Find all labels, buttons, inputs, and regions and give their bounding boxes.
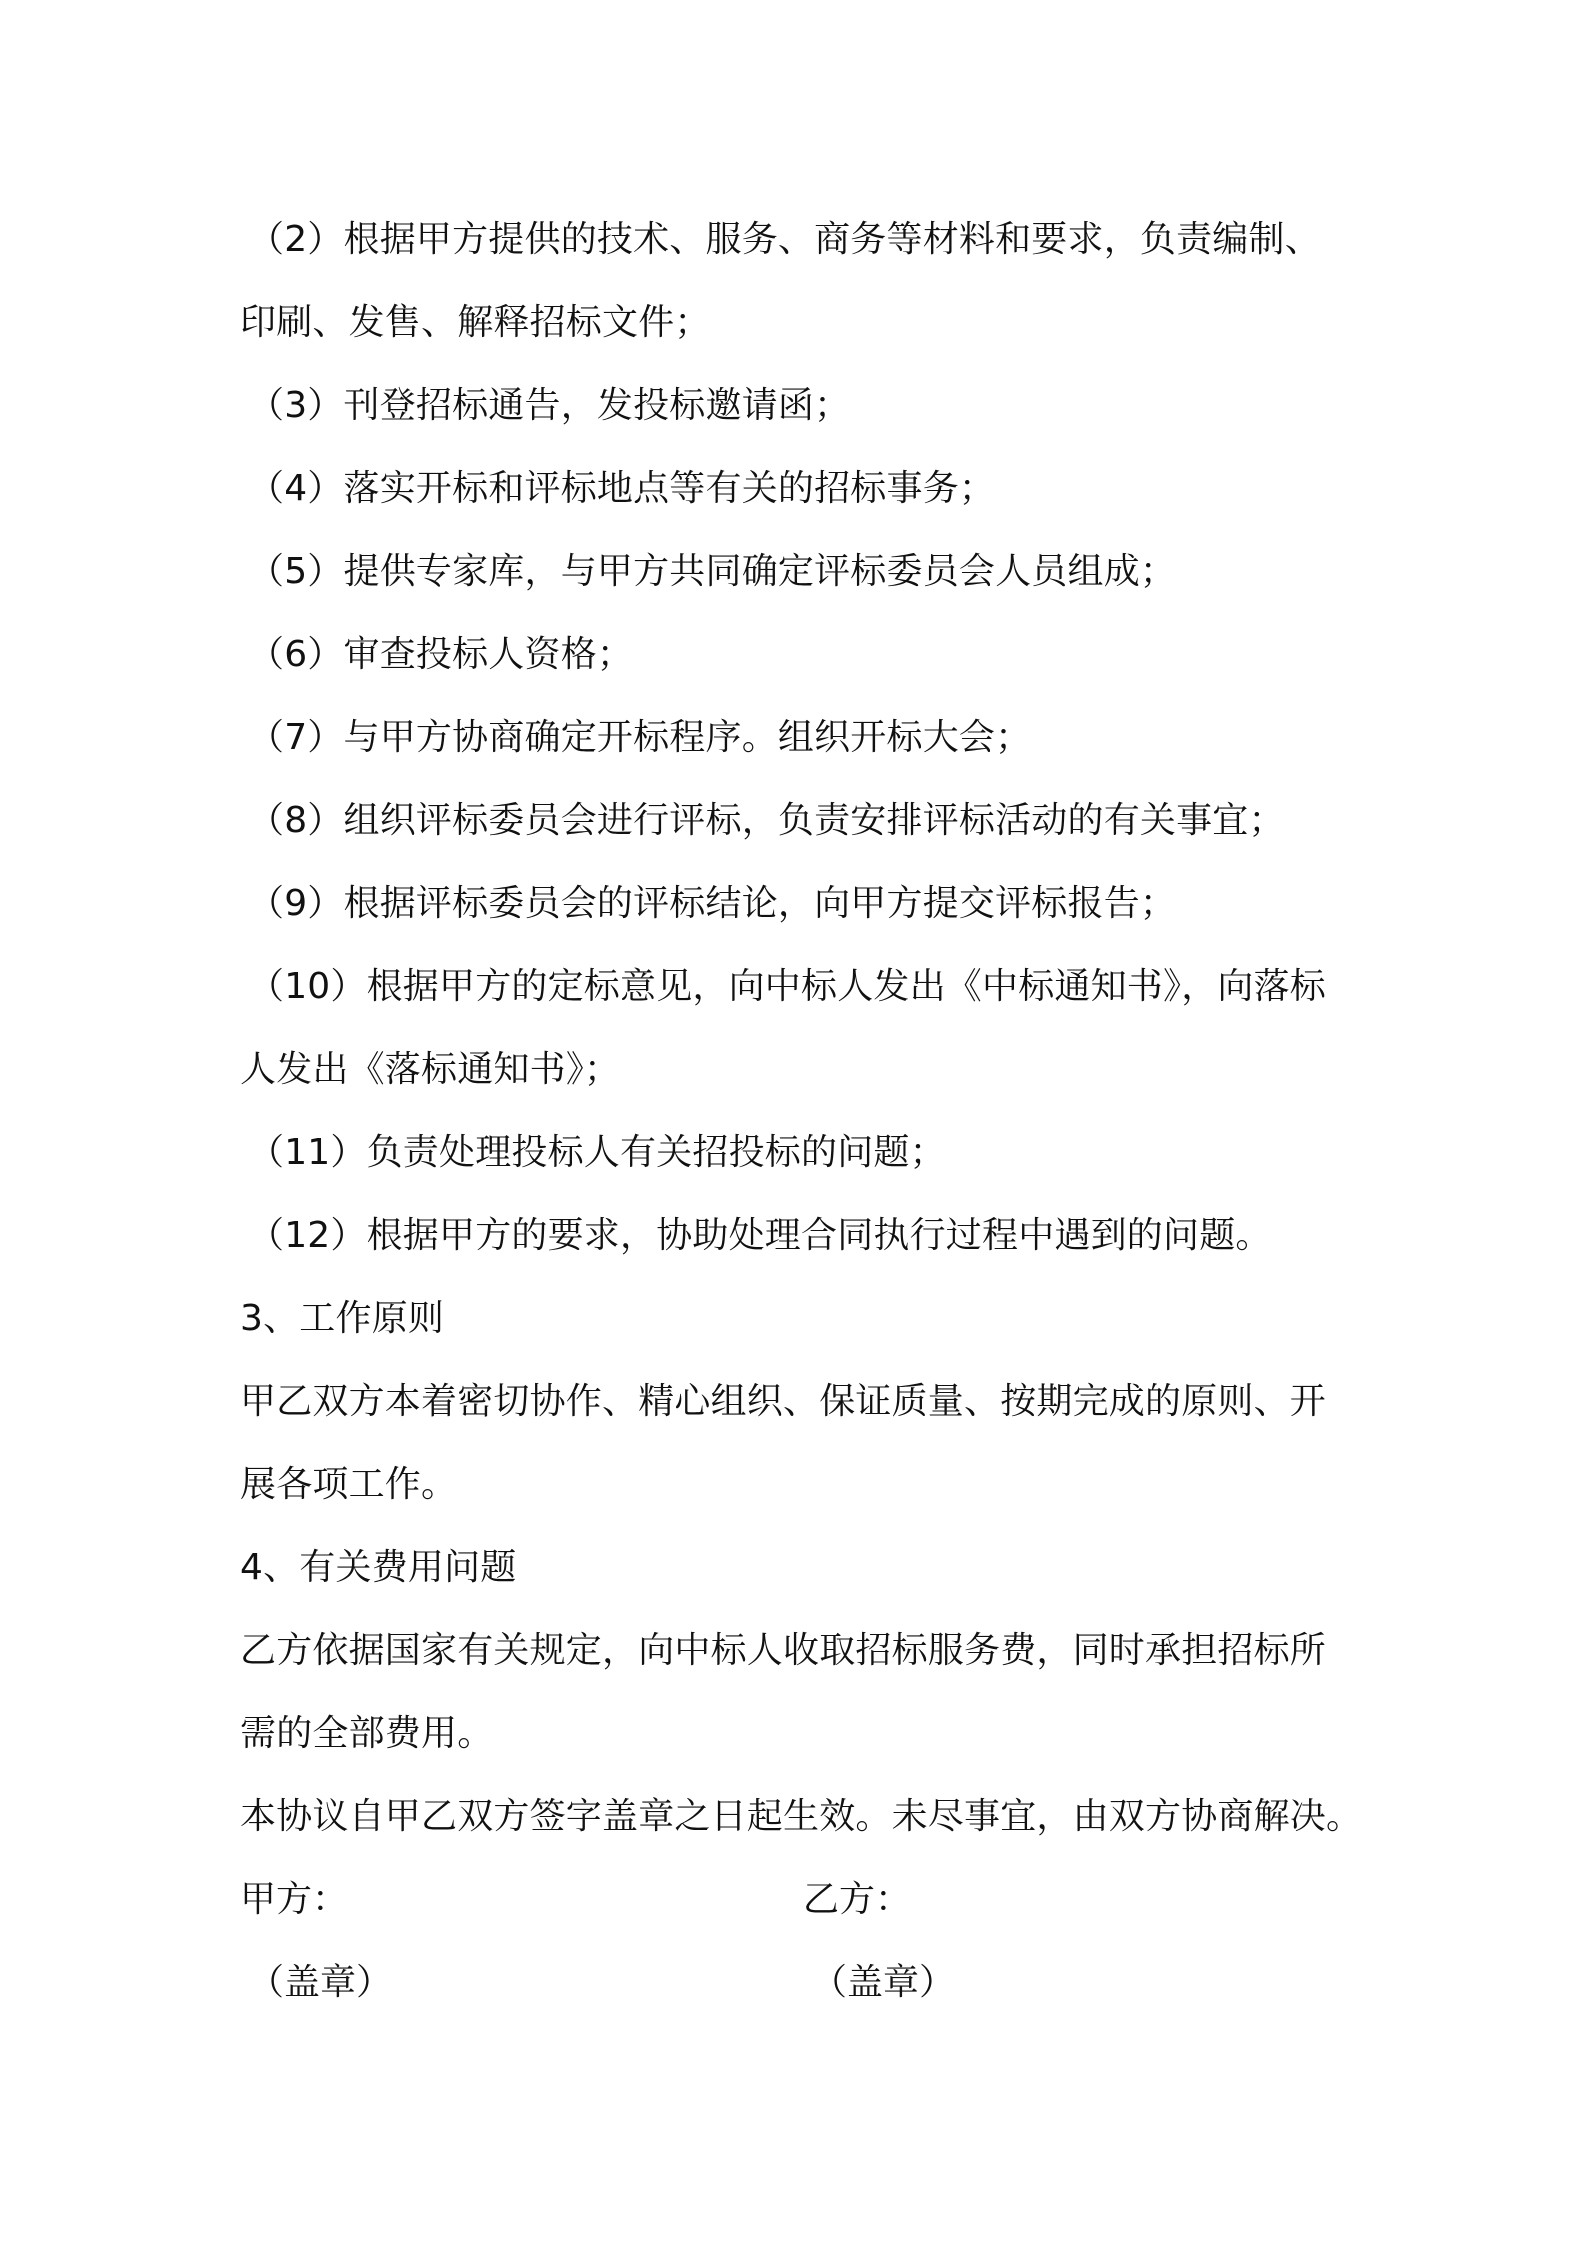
signature-seal-row [240,1941,1360,2024]
clause-11: （11）负责处理投标人有关招投标的问题； [248,1132,946,1173]
clause-12: （12）根据甲方的要求，协助处理合同执行过程中遇到的问题。 [248,1215,1272,1256]
clause-9: （9）根据评标委员会的评标结论，向甲方提交评标报告； [248,883,1177,924]
section-4-text-line-2: 需的全部费用。 [240,1713,494,1754]
clause-3: （3）刊登招标通告，发投标邀请函； [248,385,851,426]
section-4-text-line-1: 乙方依据国家有关规定，向中标人收取招标服务费，同时承担招标所 [240,1630,1327,1671]
clause-2-line-2: 印刷、发售、解释招标文件； [240,302,711,343]
clause-2-line-1: （2）根据甲方提供的技术、服务、商务等材料和要求，负责编制、 [248,219,1321,260]
clause-10-line-2: 人发出《落标通知书》； [240,1049,621,1090]
party-a-seal: （盖章） [248,1962,393,2003]
party-b-seal: （盖章） [811,1962,956,2003]
clause-5: （5）提供专家库，与甲方共同确定评标委员会人员组成； [248,551,1177,592]
clause-4: （4）落实开标和评标地点等有关的招标事务； [248,468,996,509]
section-4-heading: 4、有关费用问题 [240,1547,517,1588]
document-body [240,198,1363,2024]
signature-label-row [240,1858,1360,1941]
section-3-heading: 3、工作原则 [240,1298,445,1339]
clause-8: （8）组织评标委员会进行评标，负责安排评标活动的有关事宜； [248,800,1285,841]
section-3-text-line-1: 甲乙双方本着密切协作、精心组织、保证质量、按期完成的原则、开 [240,1381,1327,1422]
party-b-label: 乙方： [803,1879,912,1920]
section-3-text-line-2: 展各项工作。 [240,1464,458,1505]
party-a-label: 甲方： [240,1879,349,1920]
clause-10-line-1: （10）根据甲方的定标意见，向中标人发出《中标通知书》，向落标 [248,966,1327,1007]
effective-clause: 本协议自甲乙双方签字盖章之日起生效。未尽事宜，由双方协商解决。 [240,1796,1363,1837]
clause-7: （7）与甲方协商确定开标程序。组织开标大会； [248,717,1032,758]
clause-6: （6）审查投标人资格； [248,634,634,675]
